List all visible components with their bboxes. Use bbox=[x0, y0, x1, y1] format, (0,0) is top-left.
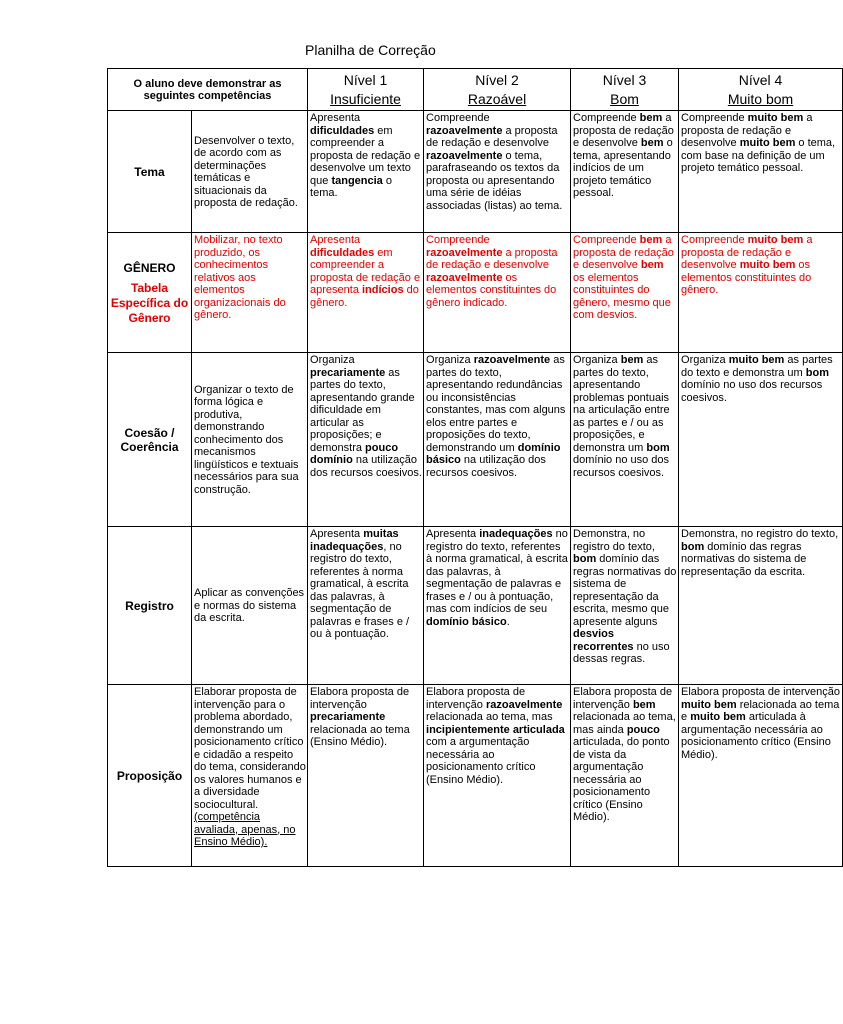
table-row bbox=[108, 353, 843, 527]
criterion-cell: Proposição bbox=[108, 685, 192, 867]
criterion-cell: Coesão / Coerência bbox=[108, 353, 192, 527]
competence-description: Mobilizar, no texto produzido, os conhecimentos relativos aos elementos organizacionais do gênero. bbox=[192, 233, 308, 353]
table-row bbox=[108, 685, 843, 867]
grading-table bbox=[107, 68, 843, 867]
level-1-header bbox=[308, 69, 424, 111]
level-label: Muito bom bbox=[727, 91, 794, 107]
criterion-cell bbox=[108, 233, 192, 353]
criterion-cell: Registro bbox=[108, 527, 192, 685]
table-row bbox=[108, 233, 843, 353]
level-1-cell: Apresenta muitas inadequações, no registro do texto, referentes à norma gramatical, à escrita das palavras, à segmentação de palavras e frases e / ou à pontuação. bbox=[308, 527, 424, 685]
level-3-header bbox=[571, 69, 679, 111]
level-2-cell: Compreende razoavelmente a proposta de redação e desenvolve razoavelmente o tema, parafraseando os textos da proposta ou apresentando uma série de idéias associadas (listas) ao tema. bbox=[424, 111, 571, 233]
header-row bbox=[108, 69, 843, 111]
competence-description-text: Elaborar proposta de intervenção para o problema abordado, demonstrando um posicionamento crítico e cidadão a respeito do tema, considerando os valores humanos e a diversidade sociocultural. bbox=[194, 686, 306, 811]
level-2-cell: Organiza razoavelmente as partes do texto, apresentando redundâncias ou inconsistências constantes, mas com alguns elos entre partes e proposições do texto, demonstrando um domínio básico na utilização dos recursos coesivos. bbox=[424, 353, 571, 527]
level-4-cell: Elabora proposta de intervenção muito bem relacionada ao tema e muito bem articulada à argumentação necessária ao posicionamento crítico (Ensino Médio). bbox=[679, 685, 843, 867]
level-1-cell: Organiza precariamente as partes do texto, apresentando grande dificuldade em articular as proposições; e demonstra pouco domínio na utilização dos recursos coesivos. bbox=[308, 353, 424, 527]
level-4-cell: Demonstra, no registro do texto, bom domínio das regras normativas do sistema de representação da escrita. bbox=[679, 527, 843, 685]
table-row bbox=[108, 111, 843, 233]
criterion-cell: Tema bbox=[108, 111, 192, 233]
competence-description: Aplicar as convenções e normas do sistema da escrita. bbox=[192, 527, 308, 685]
level-3-cell: Elabora proposta de intervenção bem relacionada ao tema, mas ainda pouco articulada, do ponto de vista da argumentação necessária ao posicionamento crítico (Ensino Médio). bbox=[571, 685, 679, 867]
level-4-header bbox=[679, 69, 843, 111]
level-4-cell: Compreende muito bem a proposta de redação e desenvolve muito bem o tema, com base na definição de um projeto temático pessoal. bbox=[679, 111, 843, 233]
level-4-cell: Compreende muito bem a proposta de redação e desenvolve muito bem os elementos constituintes do gênero. bbox=[679, 233, 843, 353]
level-4-cell: Organiza muito bem as partes do texto e demonstra um bom domínio no uso dos recursos coesivos. bbox=[679, 353, 843, 527]
level-number: Nível 3 bbox=[602, 72, 647, 88]
level-label: Insuficiente bbox=[330, 91, 401, 107]
competence-description: Organizar o texto de forma lógica e produtiva, demonstrando conhecimento dos mecanismos lingüísticos e textuais necessários para sua construção. bbox=[192, 353, 308, 527]
level-3-cell: Compreende bem a proposta de redação e desenvolve bem os elementos constituintes do gênero, mesmo que com desvios. bbox=[571, 233, 679, 353]
level-1-cell: Elabora proposta de intervenção precariamente relacionada ao tema (Ensino Médio). bbox=[308, 685, 424, 867]
level-number: Nível 2 bbox=[475, 72, 519, 88]
level-3-cell: Demonstra, no registro do texto, bom domínio das regras normativas do sistema de representação da escrita, mesmo que apresente alguns desvios recorrentes no uso dessas regras. bbox=[571, 527, 679, 685]
correction-sheet bbox=[107, 68, 841, 868]
level-3-cell: Compreende bem a proposta de redação e desenvolve bem o tema, apresentando indícios de um projeto temático pessoal. bbox=[571, 111, 679, 233]
table-row bbox=[108, 527, 843, 685]
level-2-cell: Apresenta inadequações no registro do texto, referentes à norma gramatical, à escrita das palavras, à segmentação de palavras e frases e / ou à pontuação, mas com indícios de seu domínio básico. bbox=[424, 527, 571, 685]
level-1-cell: Apresenta dificuldades em compreender a proposta de redação e desenvolve um texto que tangencia o tema. bbox=[308, 111, 424, 233]
competence-description: Desenvolver o texto, de acordo com as determinações temáticas e situacionais da proposta de redação. bbox=[192, 111, 308, 233]
level-2-cell: Elabora proposta de intervenção razoavelmente relacionada ao tema, mas incipientemente articulada com a argumentação necessária ao posicionamento crítico (Ensino Médio). bbox=[424, 685, 571, 867]
level-number: Nível 4 bbox=[738, 72, 783, 88]
level-label: Bom bbox=[610, 91, 639, 107]
level-number: Nível 1 bbox=[343, 72, 388, 88]
competence-note: (competência avaliada, apenas, no Ensino Médio). bbox=[194, 811, 296, 848]
criterion-sublabel: Tabela Específica do Gênero bbox=[110, 280, 189, 325]
page-title: Planilha de Correção bbox=[305, 42, 436, 58]
competence-description bbox=[192, 685, 308, 867]
level-1-cell: Apresenta dificuldades em compreender a proposta de redação e apresenta indícios do gênero. bbox=[308, 233, 424, 353]
competencias-header: O aluno deve demonstrar as seguintes competências bbox=[108, 69, 308, 111]
level-3-cell: Organiza bem as partes do texto, apresentando problemas pontuais na articulação entre as partes e / ou as proposições, e demonstra um bom domínio no uso dos recursos coesivos. bbox=[571, 353, 679, 527]
level-label: Razoável bbox=[467, 91, 527, 107]
criterion-label: GÊNERO bbox=[123, 260, 176, 275]
level-2-header bbox=[424, 69, 571, 111]
level-2-cell: Compreende razoavelmente a proposta de redação e desenvolve razoavelmente os elementos constituintes do gênero indicado. bbox=[424, 233, 571, 353]
